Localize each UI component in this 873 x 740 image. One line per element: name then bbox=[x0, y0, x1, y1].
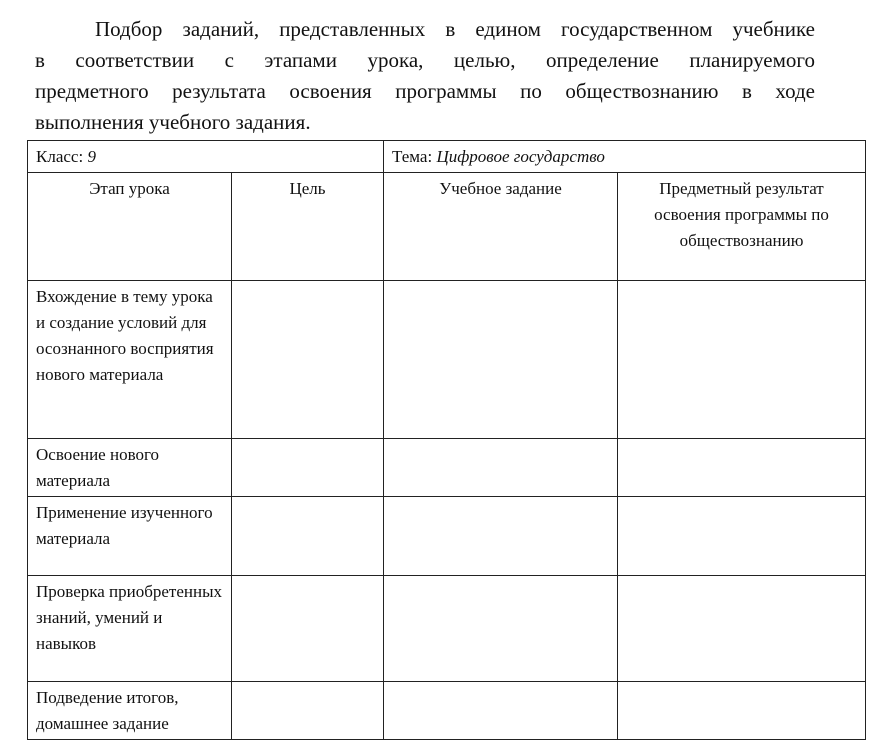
stage-cell: Вхождение в тему урока и создание условий для осознанного восприятия нового материала bbox=[28, 281, 232, 439]
table-row bbox=[28, 497, 866, 576]
table-row bbox=[28, 281, 866, 439]
result-cell bbox=[618, 682, 866, 740]
intro-paragraph bbox=[35, 14, 815, 138]
header-result: Предметный результат освоения программы по обществознанию bbox=[618, 173, 866, 281]
header-goal: Цель bbox=[232, 173, 384, 281]
result-cell bbox=[618, 497, 866, 576]
header-stage: Этап урока bbox=[28, 173, 232, 281]
task-cell bbox=[384, 682, 618, 740]
intro-line: выполнения учебного задания. bbox=[35, 110, 311, 134]
stage-cell: Освоение нового материала bbox=[28, 439, 232, 497]
header-row bbox=[28, 173, 866, 281]
goal-cell bbox=[232, 439, 384, 497]
intro-line: Подбор заданий, представленных в едином государственном учебнике bbox=[95, 17, 815, 41]
topic-label: Тема: bbox=[392, 147, 437, 166]
result-cell bbox=[618, 439, 866, 497]
goal-cell bbox=[232, 497, 384, 576]
table-row bbox=[28, 576, 866, 682]
result-cell bbox=[618, 281, 866, 439]
class-value: 9 bbox=[87, 147, 96, 166]
header-task: Учебное задание bbox=[384, 173, 618, 281]
stage-cell: Применение изученного материала bbox=[28, 497, 232, 576]
goal-cell bbox=[232, 576, 384, 682]
lesson-plan-table bbox=[27, 140, 866, 740]
task-cell bbox=[384, 497, 618, 576]
topic-cell bbox=[384, 141, 866, 173]
intro-line: в соответствии с этапами урока, целью, определение планируемого bbox=[35, 48, 815, 72]
task-cell bbox=[384, 439, 618, 497]
goal-cell bbox=[232, 281, 384, 439]
meta-row bbox=[28, 141, 866, 173]
stage-cell: Подведение итогов, домашнее задание bbox=[28, 682, 232, 740]
stage-cell: Проверка приобретенных знаний, умений и навыков bbox=[28, 576, 232, 682]
table-row bbox=[28, 439, 866, 497]
result-cell bbox=[618, 576, 866, 682]
topic-value: Цифровое государство bbox=[436, 147, 605, 166]
intro-line: предметного результата освоения программы по обществознанию в ходе bbox=[35, 79, 815, 103]
class-cell bbox=[28, 141, 384, 173]
task-cell bbox=[384, 576, 618, 682]
table-row bbox=[28, 682, 866, 740]
goal-cell bbox=[232, 682, 384, 740]
task-cell bbox=[384, 281, 618, 439]
class-label: Класс: bbox=[36, 147, 88, 166]
